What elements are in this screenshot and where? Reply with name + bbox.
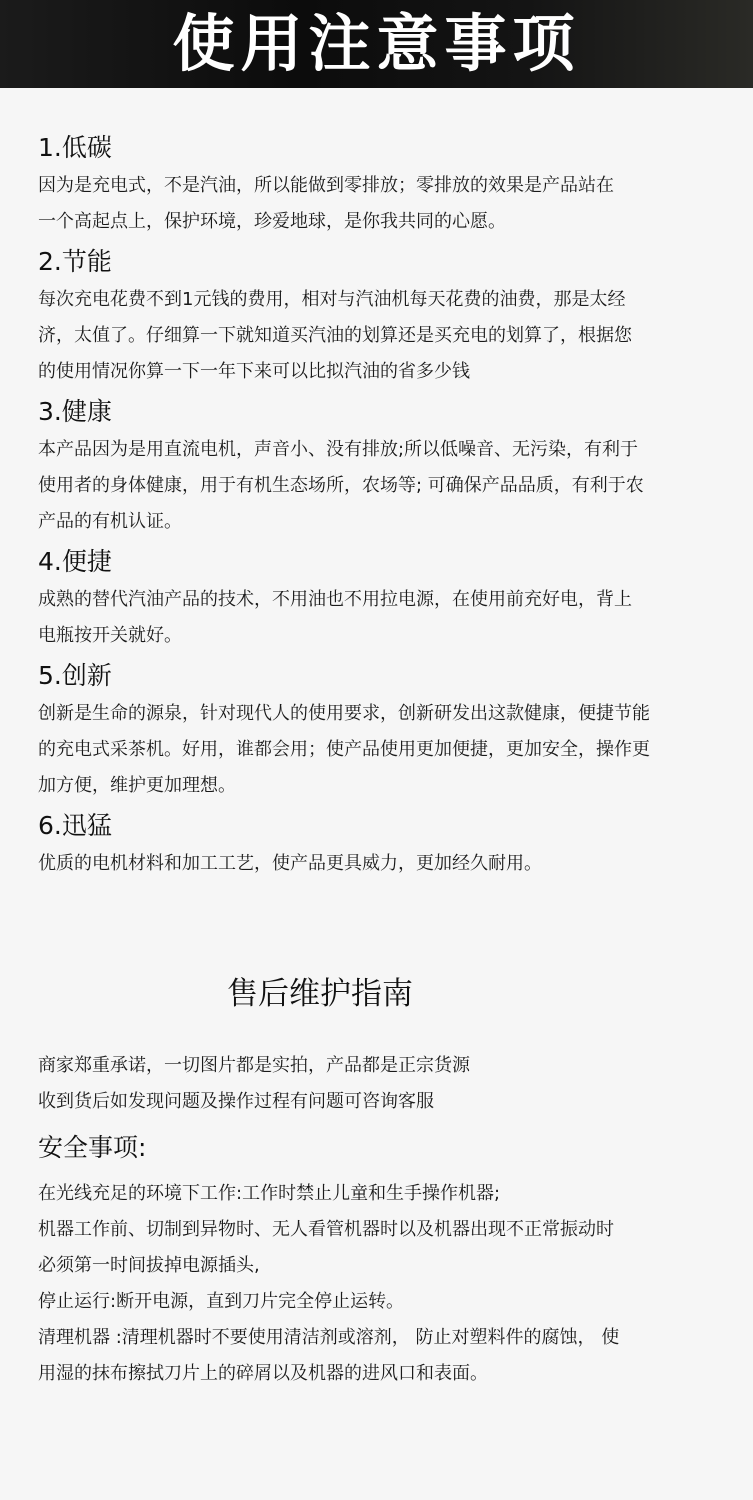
section-heading: 1.低碳 — [38, 133, 112, 162]
section-heading: 4.便捷 — [38, 547, 112, 576]
body-line: 收到货后如发现问题及操作过程有问题可咨询客服 — [38, 1091, 434, 1112]
body-line: 用湿的抹布擦拭刀片上的碎屑以及机器的进风口和表面。 — [38, 1363, 488, 1384]
section-body — [38, 168, 728, 240]
header-banner — [0, 0, 753, 88]
body-line: 电瓶按开关就好。 — [38, 625, 182, 646]
body-line: 清理机器 :清理机器时不要使用清洁剂或溶剂， 防止对塑料件的腐蚀， 使 — [38, 1327, 620, 1348]
body-line: 在光线充足的环境下工作:工作时禁止儿童和生手操作机器; — [38, 1183, 501, 1204]
body-line: 停止运行:断开电源，直到刀片完全停止运转。 — [38, 1291, 405, 1312]
after-sales-body — [38, 1048, 728, 1120]
section-body — [38, 432, 728, 540]
after-sales-title: 售后维护指南 — [227, 976, 413, 1012]
section-body — [38, 846, 728, 882]
body-line: 的使用情况你算一下一年下来可以比拟汽油的省多少钱 — [38, 361, 470, 382]
body-line: 机器工作前、切制到异物时、无人看管机器时以及机器出现不正常振动时 — [38, 1219, 614, 1240]
section-body — [38, 282, 728, 390]
section-body — [38, 582, 728, 654]
body-line: 使用者的身体健康，用于有机生态场所，农场等; 可确保产品品质，有利于农 — [38, 475, 644, 496]
features-list — [38, 130, 728, 886]
body-line: 商家郑重承诺，一切图片都是实拍，产品都是正宗货源 — [38, 1055, 470, 1076]
body-line: 每次充电花费不到1元钱的费用，相对与汽油机每天花费的油费，那是太经 — [38, 289, 626, 310]
page-title: 使用注意事项 — [172, 7, 581, 80]
section-energy-saving — [38, 244, 728, 390]
body-line: 加方便，维护更加理想。 — [38, 775, 236, 796]
safety-title: 安全事项: — [38, 1133, 147, 1162]
section-body — [38, 696, 728, 804]
body-line: 的充电式采茶机。好用，谁都会用；使产品使用更加便捷，更加安全，操作更 — [38, 739, 650, 760]
body-line: 济，太值了。仔细算一下就知道买汽油的划算还是买充电的划算了，根据您 — [38, 325, 632, 346]
section-heading: 3.健康 — [38, 397, 112, 426]
safety-body — [38, 1176, 728, 1392]
body-line: 本产品因为是用直流电机，声音小、没有排放;所以低噪音、无污染，有利于 — [38, 439, 639, 460]
section-heading: 2.节能 — [38, 247, 112, 276]
section-heading: 6.迅猛 — [38, 811, 112, 840]
body-line: 一个高起点上，保护环境，珍爱地球，是你我共同的心愿。 — [38, 211, 506, 232]
section-low-carbon — [38, 130, 728, 240]
section-health — [38, 394, 728, 540]
section-power — [38, 808, 728, 882]
body-line: 必须第一时间拔掉电源插头, — [38, 1255, 260, 1276]
body-line: 产品的有机认证。 — [38, 511, 182, 532]
body-line: 优质的电机材料和加工工艺，使产品更具威力，更加经久耐用。 — [38, 853, 542, 874]
section-convenience — [38, 544, 728, 654]
section-heading: 5.创新 — [38, 661, 112, 690]
body-line: 成熟的替代汽油产品的技术，不用油也不用拉电源，在使用前充好电，背上 — [38, 589, 632, 610]
body-line: 创新是生命的源泉，针对现代人的使用要求，创新研发出这款健康，便捷节能 — [38, 703, 650, 724]
body-line: 因为是充电式，不是汽油，所以能做到零排放；零排放的效果是产品站在 — [38, 175, 614, 196]
section-innovation — [38, 658, 728, 804]
